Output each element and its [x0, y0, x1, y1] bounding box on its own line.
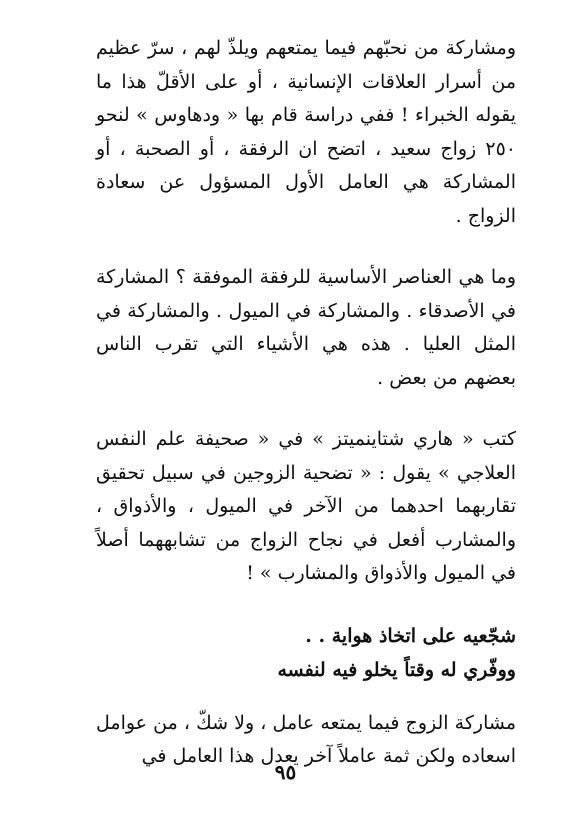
section-heading-line-2: ووفّري له وقتاً يخلو فيه لنفسه	[277, 658, 516, 681]
section-heading-line-1: شجّعيه على اتخاذ هواية . .	[305, 624, 516, 647]
paragraph-3: كتب « هاري شتاينميتز » في « صحيفة علم النفس العلاجي » يقول : « تضحية الزوجين في سبيل تحقيق تقاربهما احدهما من الآخر في الميول ، والأذواق ، والمشارب أفعل في نجاح الزواج من تشابههما أصلاً في الميول والأذواق والمشارب » !	[96, 428, 516, 584]
paragraph-1: ومشاركة من نحبّهم فيما يمتعهم ويلذّ لهم ، سرّ عظيم من أسرار العلاقات الإنسانية ، أو على الأقلّ هذا ما يقوله الخبراء ! ففي دراسة قام بها « ودهاوس » لنحو ٢٥٠ زواج سعيد ، اتضح ان الرفقة ، أو الصحبة ، أو المشاركة هي العامل الأول المسؤول عن سعادة الزواج .	[96, 37, 516, 227]
paragraph-4: مشاركة الزوج فيما يمتعه عامل ، ولا شكّ ، من عوامل اسعاده ولكن ثمة عاملاً آخر يعدل هذا العامل في	[96, 711, 516, 767]
page-number: ٩٥	[274, 760, 297, 784]
page-body	[96, 32, 516, 774]
section-heading	[96, 619, 516, 687]
paragraph-2: وما هي العناصر الأساسية للرفقة الموفقة ؟ المشاركة في الأصدقاء . والمشاركة في الميول . والمشاركة في المثل العليا . هذه هي الأشياء التي تقرب الناس بعضهم من بعض .	[96, 266, 516, 389]
